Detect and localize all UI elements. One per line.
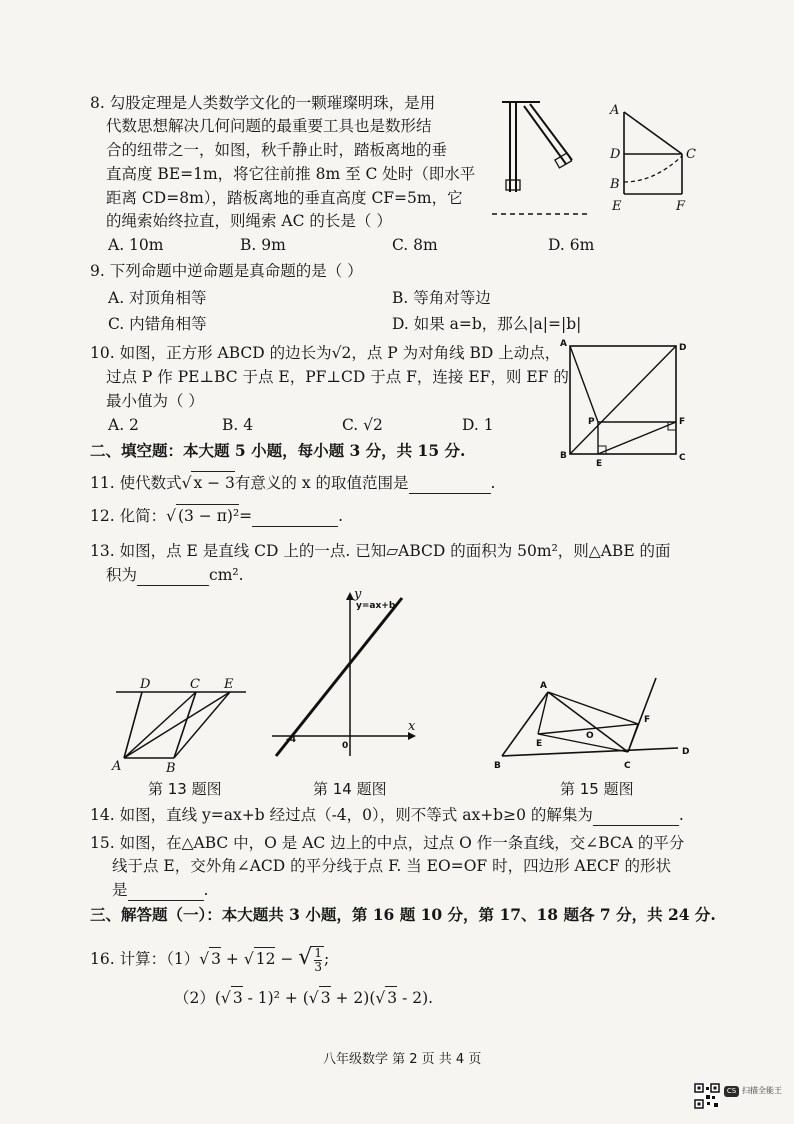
q16-p2-sqrt1: 3 xyxy=(231,986,243,1009)
q16-p2-sqrt1-sign: √ xyxy=(220,989,231,1007)
q11-pre: 11. 使代数式 xyxy=(90,474,182,492)
q15-label-c: C xyxy=(624,761,631,771)
q10-option-a: A. 2 xyxy=(108,416,139,434)
q10-option-d: D. 1 xyxy=(462,416,494,434)
q16-plus: + xyxy=(220,950,244,968)
q10-square-diagram xyxy=(558,336,688,469)
q16-part1-end: ; xyxy=(323,950,330,968)
q15-label-d: D xyxy=(682,747,690,757)
q13-label-e: E xyxy=(224,677,234,692)
q16-p2-mid2: + 2)( xyxy=(330,989,376,1007)
q16-part2 xyxy=(174,986,433,1009)
q13-line1: 13. 如图，点 E 是直线 CD 上的一点. 已知▱ABCD 的面积为 50m²，则△ABE 的面 xyxy=(90,542,671,560)
q8-label-d: D xyxy=(610,147,621,162)
q9-option-b: B. 等角对等边 xyxy=(392,289,491,307)
q11-end: . xyxy=(490,474,496,492)
q13-label-c: C xyxy=(190,677,200,692)
q15-line1: 15. 如图，在△ABC 中，O 是 AC 边上的中点，过点 O 作一条直线，交∠BCA 的平分 xyxy=(90,834,685,852)
q10-option-b: B. 4 xyxy=(222,416,254,434)
q8-line6: 的绳索始终拉直，则绳索 AC 的长是（ ） xyxy=(106,212,392,230)
q13-parallelogram-diagram xyxy=(108,672,252,776)
q12-radicand: (3 − π)² xyxy=(176,504,239,527)
q8-option-a: A. 10m xyxy=(108,236,164,254)
q16-fraction-denominator: 3 xyxy=(314,960,322,974)
qr-code-icon xyxy=(694,1083,720,1109)
q13-label-b: B xyxy=(166,761,176,776)
q9-option-c: C. 内错角相等 xyxy=(108,315,207,333)
q12-pre: 12. 化简： xyxy=(90,507,167,525)
q11-radical-sign: √ xyxy=(181,474,192,492)
q8-option-c: C. 8m xyxy=(392,236,438,254)
q11-line xyxy=(90,471,495,494)
q14-figure-caption: 第 14 题图 xyxy=(313,780,387,798)
q8-label-e: E xyxy=(612,199,622,214)
q10-label-d: D xyxy=(679,343,687,353)
section-2-heading: 二、填空题：本大题 5 小题，每小题 3 分，共 15 分. xyxy=(90,441,466,460)
q14-origin-label: 0 xyxy=(342,741,349,751)
q16-p2-sqrt3: 3 xyxy=(385,986,397,1009)
q14-equation-label: y=ax+b xyxy=(356,601,396,611)
q8-option-b: B. 9m xyxy=(240,236,286,254)
q15-answer-blank[interactable] xyxy=(128,884,204,901)
q12-radical-sign: √ xyxy=(166,507,176,525)
q16-sqrt3-sign: √ xyxy=(298,945,313,970)
q14-line xyxy=(90,804,684,826)
q14-y-axis-label: y xyxy=(354,587,362,602)
q10-line2: 过点 P 作 PE⊥BC 于点 E，PF⊥CD 于点 F，连接 EF，则 EF 的 xyxy=(106,368,569,386)
q8-option-d: D. 6m xyxy=(548,236,595,254)
q8-line1: 8. 勾股定理是人类数学文化的一颗璀璨明珠，是用 xyxy=(90,94,436,112)
q8-label-a: A xyxy=(610,103,620,118)
q15-label-b: B xyxy=(494,761,501,771)
q13-line2-post: cm². xyxy=(209,566,244,584)
q13-label-a: A xyxy=(112,759,122,774)
q15-figure-caption: 第 15 题图 xyxy=(560,780,634,798)
q16-fraction-numerator: 1 xyxy=(314,946,322,960)
q16-p2-end: - 2). xyxy=(397,989,434,1007)
q10-label-e: E xyxy=(596,459,603,469)
q13-label-d: D xyxy=(140,677,151,692)
q12-answer-blank[interactable] xyxy=(252,510,338,527)
q15-triangle-diagram xyxy=(488,676,698,776)
q15-label-e: E xyxy=(536,739,543,749)
q12-post: = xyxy=(239,507,253,525)
q9-stem: 9. 下列命题中逆命题是真命题的是（ ） xyxy=(90,262,363,280)
q16-p2-pre: （2）( xyxy=(174,989,221,1007)
scanner-logo-icon: CS xyxy=(724,1086,739,1097)
q15-line2: 线于点 E，交外角∠ACD 的平分线于点 F. 当 EO=OF 时，四边形 AECF 的形状 xyxy=(112,857,672,875)
q15-line3-pre: 是 xyxy=(112,881,128,899)
q12-line xyxy=(90,504,343,527)
q8-geometry-diagram xyxy=(606,98,696,214)
q13-line2 xyxy=(106,564,244,586)
q10-line3: 最小值为（ ） xyxy=(106,392,204,410)
q8-line4: 直高度 BE=1m，将它往前推 8m 至 C 处时（即水平 xyxy=(106,165,476,183)
q15-line3 xyxy=(112,879,208,901)
q8-line2: 代数思想解决几何问题的最重要工具也是数形结 xyxy=(106,117,432,135)
q10-label-c: C xyxy=(679,453,686,463)
q16-part1 xyxy=(90,946,329,974)
q11-radicand: x − 3 xyxy=(191,471,234,494)
scanner-app-name: 扫描全能王 xyxy=(742,1086,782,1095)
q16-p2-sqrt2-sign: √ xyxy=(308,989,319,1007)
q12-end: . xyxy=(338,507,344,525)
q10-label-b: B xyxy=(560,451,567,461)
q10-option-c: C. √2 xyxy=(342,416,383,434)
q13-answer-blank[interactable] xyxy=(137,569,209,586)
q11-post: 有意义的 x 的取值范围是 xyxy=(234,474,409,492)
q16-p2-sqrt2: 3 xyxy=(319,986,331,1009)
q16-p2-mid1: - 1)² + ( xyxy=(242,989,309,1007)
q16-sqrt2-radicand: 12 xyxy=(254,947,276,970)
q13-figure-caption: 第 13 题图 xyxy=(148,780,222,798)
q14-intercept-label: -4 xyxy=(286,735,296,745)
q8-label-c: C xyxy=(686,147,696,162)
q8-line3: 合的纽带之一，如图，秋千静止时，踏板离地的垂 xyxy=(106,141,448,159)
q10-label-f: F xyxy=(679,417,686,427)
q15-label-f: F xyxy=(644,715,651,725)
q16-sqrt1-radicand: 3 xyxy=(209,947,221,970)
q10-line1: 10. 如图，正方形 ABCD 的边长为√2，点 P 为对角线 BD 上动点， xyxy=(90,344,561,362)
q14-x-axis-label: x xyxy=(408,719,416,734)
q16-sqrt2-sign: √ xyxy=(243,950,254,968)
q9-option-a: A. 对顶角相等 xyxy=(108,289,207,307)
q16-p2-sqrt3-sign: √ xyxy=(375,989,386,1007)
q10-label-p: P xyxy=(588,417,595,427)
q15-label-o: O xyxy=(586,731,594,741)
q14-answer-blank[interactable] xyxy=(593,809,679,826)
q16-fraction xyxy=(312,946,324,974)
q15-label-a: A xyxy=(540,681,547,691)
q8-swing-illustration xyxy=(488,96,592,220)
q16-minus: − xyxy=(275,950,299,968)
q8-label-f: F xyxy=(676,199,686,214)
page-footer: 八年级数学 第 2 页 共 4 页 xyxy=(323,1052,482,1067)
q14-end: . xyxy=(678,806,684,824)
q16-pre: 16. 计算：（1） xyxy=(90,950,200,968)
q8-line5: 距离 CD=8m），踏板离地的垂直高度 CF=5m，它 xyxy=(106,189,463,207)
q11-answer-blank[interactable] xyxy=(409,477,491,494)
q9-option-d: D. 如果 a=b，那么|a|=|b| xyxy=(392,315,582,333)
q10-label-a: A xyxy=(560,339,567,349)
section-3-heading: 三、解答题（一）：本大题共 3 小题，第 16 题 10 分，第 17、18 题各 7 分，共 24 分. xyxy=(90,905,716,924)
q13-line2-pre: 积为 xyxy=(106,566,138,584)
q8-label-b: B xyxy=(610,177,620,192)
q14-line-graph xyxy=(268,587,428,760)
q15-line3-end: . xyxy=(203,881,209,899)
q14-text: 14. 如图，直线 y=ax+b 经过点（-4，0），则不等式 ax+b≥0 的解集为 xyxy=(90,806,593,824)
q16-sqrt1-sign: √ xyxy=(199,950,210,968)
